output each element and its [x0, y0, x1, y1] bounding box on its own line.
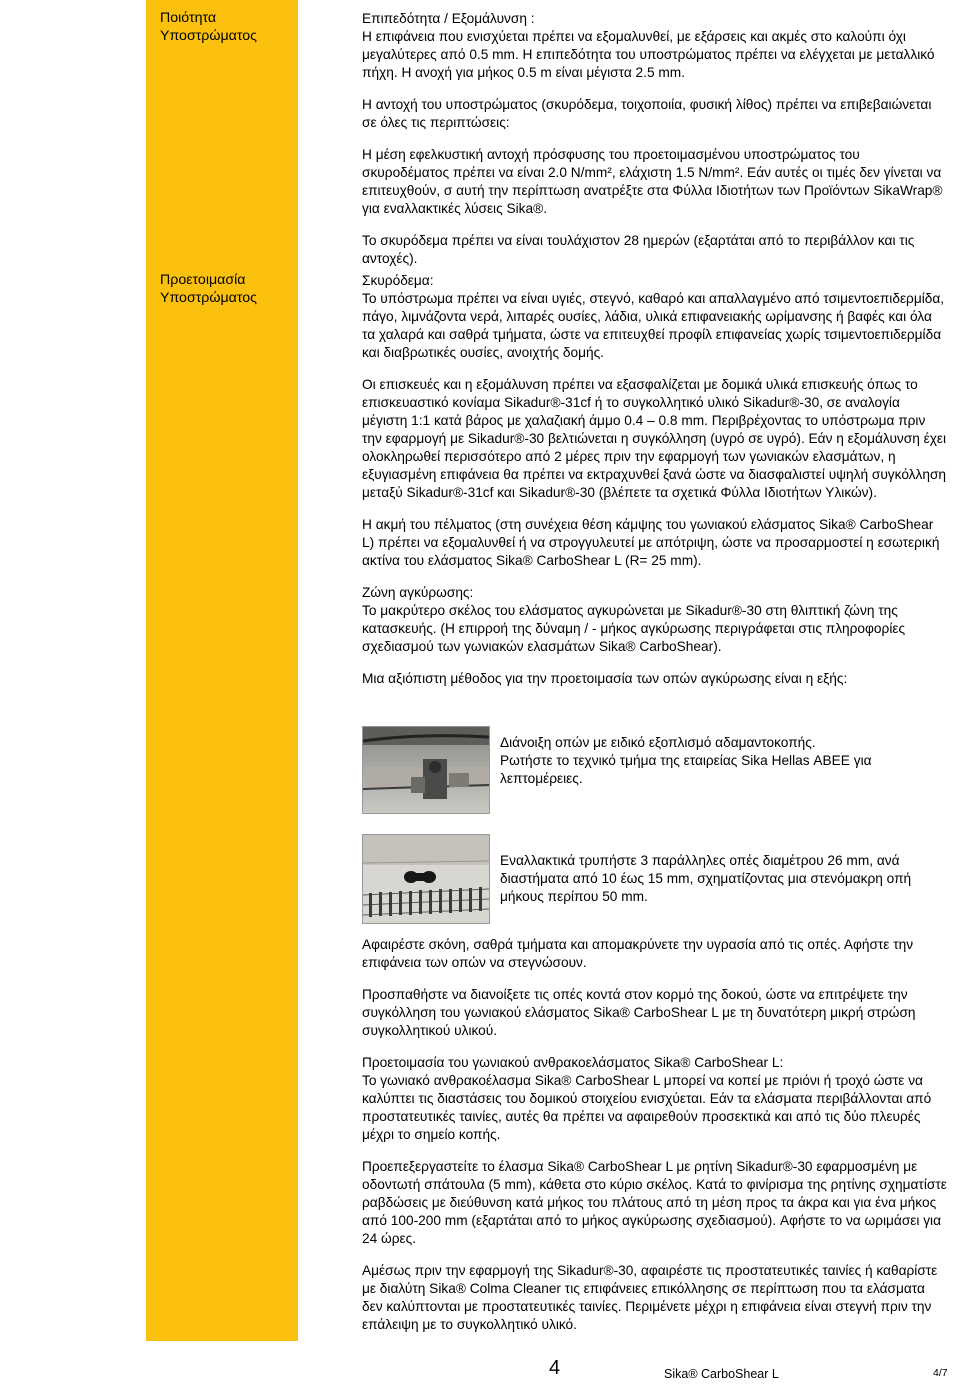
dust-paragraph: Αφαιρέστε σκόνη, σαθρά τμήματα και απομακρύνετε την υγρασία από τις οπές. Αφήστε την επιφάνεια των οπών να στεγνώσουν. — [362, 937, 914, 970]
strength-paragraph: Η αντοχή του υποστρώματος (σκυρόδεμα, τοιχοποιία, φυσική λίθος) πρέπει να επιβεβαιώνεται σε όλες τις περιπτώσεις: — [362, 97, 932, 130]
caption-line-1: Διάνοιξη οπών με ειδικό εξοπλισμό αδαμαντοκοπής. — [500, 735, 816, 750]
concrete-heading: Σκυρόδεμα: — [362, 273, 434, 288]
concrete-paragraph: Το υπόστρωμα πρέπει να είναι υγιές, στεγνό, καθαρό και απαλλαγμένο από τσιμεντοεπιδερμίδα, πάγο, λιμνάζοντα νερά, λιπαρές ουσίες, λάδια, υλικά επιφανειακής ωρίμανσης ή βαφές και όλα τα χαλαρά και σαθρά τμήματα, ώστε να επιτευχθεί προφίλ επιφανείας χωρίς τσιμεντοεπιδερμίδα και διαβρωτικές ουσίες, ανοιχτής δομής. — [362, 291, 945, 360]
preparation-section-content — [362, 272, 948, 688]
clean-paragraph: Αμέσως πριν την εφαρμογή της Sikadur®-30, αφαιρέστε τις προστατευτικές ταινίες ή καθαρίστε με διαλύτη Sika® Colma Cleaner τις επιφάνειες επικόλλησης σε περίπτωση που τα ελάσματα δεν καλύπτονται με προστατευτικές ταινίες. Περιμένετε μέχρι η επιφάνεια είναι στεγνή πριν την επάλειψη με το συγκολλητικό υλικό. — [362, 1263, 938, 1332]
laminate-heading: Προετοιμασία του γωνιακού ανθρακοελάσματος Sika® CarboShear L: — [362, 1055, 784, 1070]
yellow-sidebar — [146, 0, 298, 1341]
drilling-photo-caption — [500, 734, 948, 788]
caption-line-2: Ρωτήστε το τεχνικό τμήμα της εταιρείας Sika Hellas ΑΒΕΕ για λεπτομέρειες. — [500, 753, 872, 786]
edge-paragraph: Η ακμή του πέλματος (στη συνέχεια θέση κάμψης του γωνιακού ελάσματος Sika® CarboShear L) πρέπει να εξομαλυνθεί ή να στρογγυλευτεί με απότριψη, ώστε να προσαρμοστεί η εσωτερική ακτίνα του ελάσματος Sika® CarboShear L (R= 25 mm). — [362, 517, 940, 568]
repairs-paragraph: Οι επισκευές και η εξομάλυνση πρέπει να εξασφαλίζεται με δομικά υλικά επισκευής όπως το επισκευαστικό κονίαμα Sikadur®-31cf ή το συγκολλητικό υλικό Sikadur®-30, σε αναλογία μέγιστη 1:1 κατά βάρος με χαλαζιακή άμμο 0.4 – 0.8 mm. Περιβρέχοντας το υπόστρωμα πριν την εφαρμογή με Sikadur®-30 βελτιώνεται η συγκόλληση (υγρό σε υγρό). Εάν η εξομάλυνση έχει ολοκληρωθεί περισσότερο από 2 μέρες πριν την εφαρμογή των γωνιακών ελασμάτων, η εξυγιασμένη επιφάνεια θα πρέπει να εκτραχυνθεί ξανά ώστε να διασφαλιστεί υψηλή συγκόλληση μεταξύ Sikadur®-31cf και Sikadur®-30 (βλέπετε τα σχετικά Φύλλα Ιδιοτήτων Υλικών). — [362, 377, 947, 500]
footer-product-name: Sika® CarboShear L — [664, 1367, 779, 1381]
label-line-1: Προετοιμασία — [160, 272, 246, 288]
tensile-paragraph: Η μέση εφελκυστική αντοχή πρόσφυσης του προετοιμασμένου υποστρώματος του σκυροδέματος πρέπει να είναι 2.0 N/mm², ελάχιστη 1.5 N/mm². Εάν αυτές οι τιμές δεν γίνεται να επιτευχθούν, σ αυτή την περίπτωση ανατρέξτε στα Φύλλα Ιδιοτήτων των Προϊόντων SikaWrap® για εναλλακτικές λύσεις Sika®. — [362, 147, 943, 216]
age-paragraph: Το σκυρόδεμα πρέπει να είναι τουλάχιστον 28 ημερών (εξαρτάται από το περιβάλλον και τις αντοχές). — [362, 233, 915, 266]
footer-page-number: 4 — [549, 1357, 561, 1379]
holes-photo-caption — [500, 852, 948, 906]
holes-photo — [362, 834, 490, 924]
quality-section-content — [362, 10, 948, 268]
pretreat-paragraph: Προεπεξεργαστείτε το έλασμα Sika® CarboShear L με ρητίνη Sikadur®-30 εφαρμοσμένη με οδοντωτή σπάτουλα (5 mm), κάθετα στο κύριο σκέλος. Κατά το φινίρισμα της ρητίνης σχηματίστε ραβδώσεις με διεύθυνση κατά μήκος του πλάτους από τη μέση προς τα άκρα και για ένα μήκος από 100-200 mm (εξαρτάται από το μήκος αγκύρωσης σχεδιασμού). Αφήστε το να ωριμάσει για 24 ώρες. — [362, 1159, 947, 1246]
holes-paragraph: Προσπαθήστε να διανοίξετε τις οπές κοντά στον κορμό της δοκού, ώστε να επιτρέψετε την συγκόλληση του γωνιακού ελάσματος Sika® CarboShear L με τη δυνατότερη μικρή στρώση συγκολλητικού υλικού. — [362, 987, 916, 1038]
drilling-photo — [362, 726, 490, 814]
anchor-heading: Ζώνη αγκύρωσης: — [362, 585, 474, 600]
flatness-heading: Επιπεδότητα / Εξομάλυνση : — [362, 11, 535, 26]
preparation-section-content-continued — [362, 936, 948, 1334]
preparation-section-label — [160, 271, 300, 307]
footer-page-count: 4/7 — [933, 1367, 948, 1379]
page-footer — [0, 1355, 960, 1386]
caption-text: Εναλλακτικά τρυπήστε 3 παράλληλες οπές διαμέτρου 26 mm, ανά διαστήματα από 10 έως 15 mm, σχηματίζοντας μια στενόμακρη οπή μήκους περίπου 50 mm. — [500, 853, 912, 904]
method-paragraph: Μια αξιόπιστη μέθοδος για την προετοιμασία των οπών αγκύρωσης είναι η εξής: — [362, 671, 848, 686]
laminate-paragraph: Το γωνιακό ανθρακοέλασμα Sika® CarboShear L μπορεί να κοπεί με πριόνι ή τροχό ώστε να καλύπτει τις διαστάσεις του δομικού στοιχείου ενισχύεται. Εάν τα ελάσματα περιβάλλονται από προστατευτικές ταινίες, αυτές θα πρέπει να αφαιρεθούν προσεκτικά και από τις δύο πλευρές μέχρι το σημείο κοπής. — [362, 1073, 932, 1142]
label-line-2: Υποστρώματος — [160, 290, 257, 306]
label-line-2: Υποστρώματος — [160, 28, 257, 44]
flatness-paragraph: Η επιφάνεια που ενισχύεται πρέπει να εξομαλυνθεί, με εξάρσεις και ακμές στο καλούπι όχι μεγαλύτερες από 0.5 mm. Η επιπεδότητα του υποστρώματος πρέπει να ελέγχεται με μεταλλικό πήχη. Η ανοχή για μήκος 0.5 m είναι μέγιστα 2.5 mm. — [362, 29, 935, 80]
quality-section-label — [160, 9, 300, 45]
label-line-1: Ποιότητα — [160, 10, 217, 26]
anchor-paragraph: Το μακρύτερο σκέλος του ελάσματος αγκυρώνεται με Sikadur®-30 στη θλιπτική ζώνη της κατασκευής. (Η επιρροή της δύναμη / - μήκος αγκύρωσης περιγράφεται στις πληροφορίες σχεδιασμού των γωνιακών ελασμάτων Sika® CarboShear). — [362, 603, 906, 654]
